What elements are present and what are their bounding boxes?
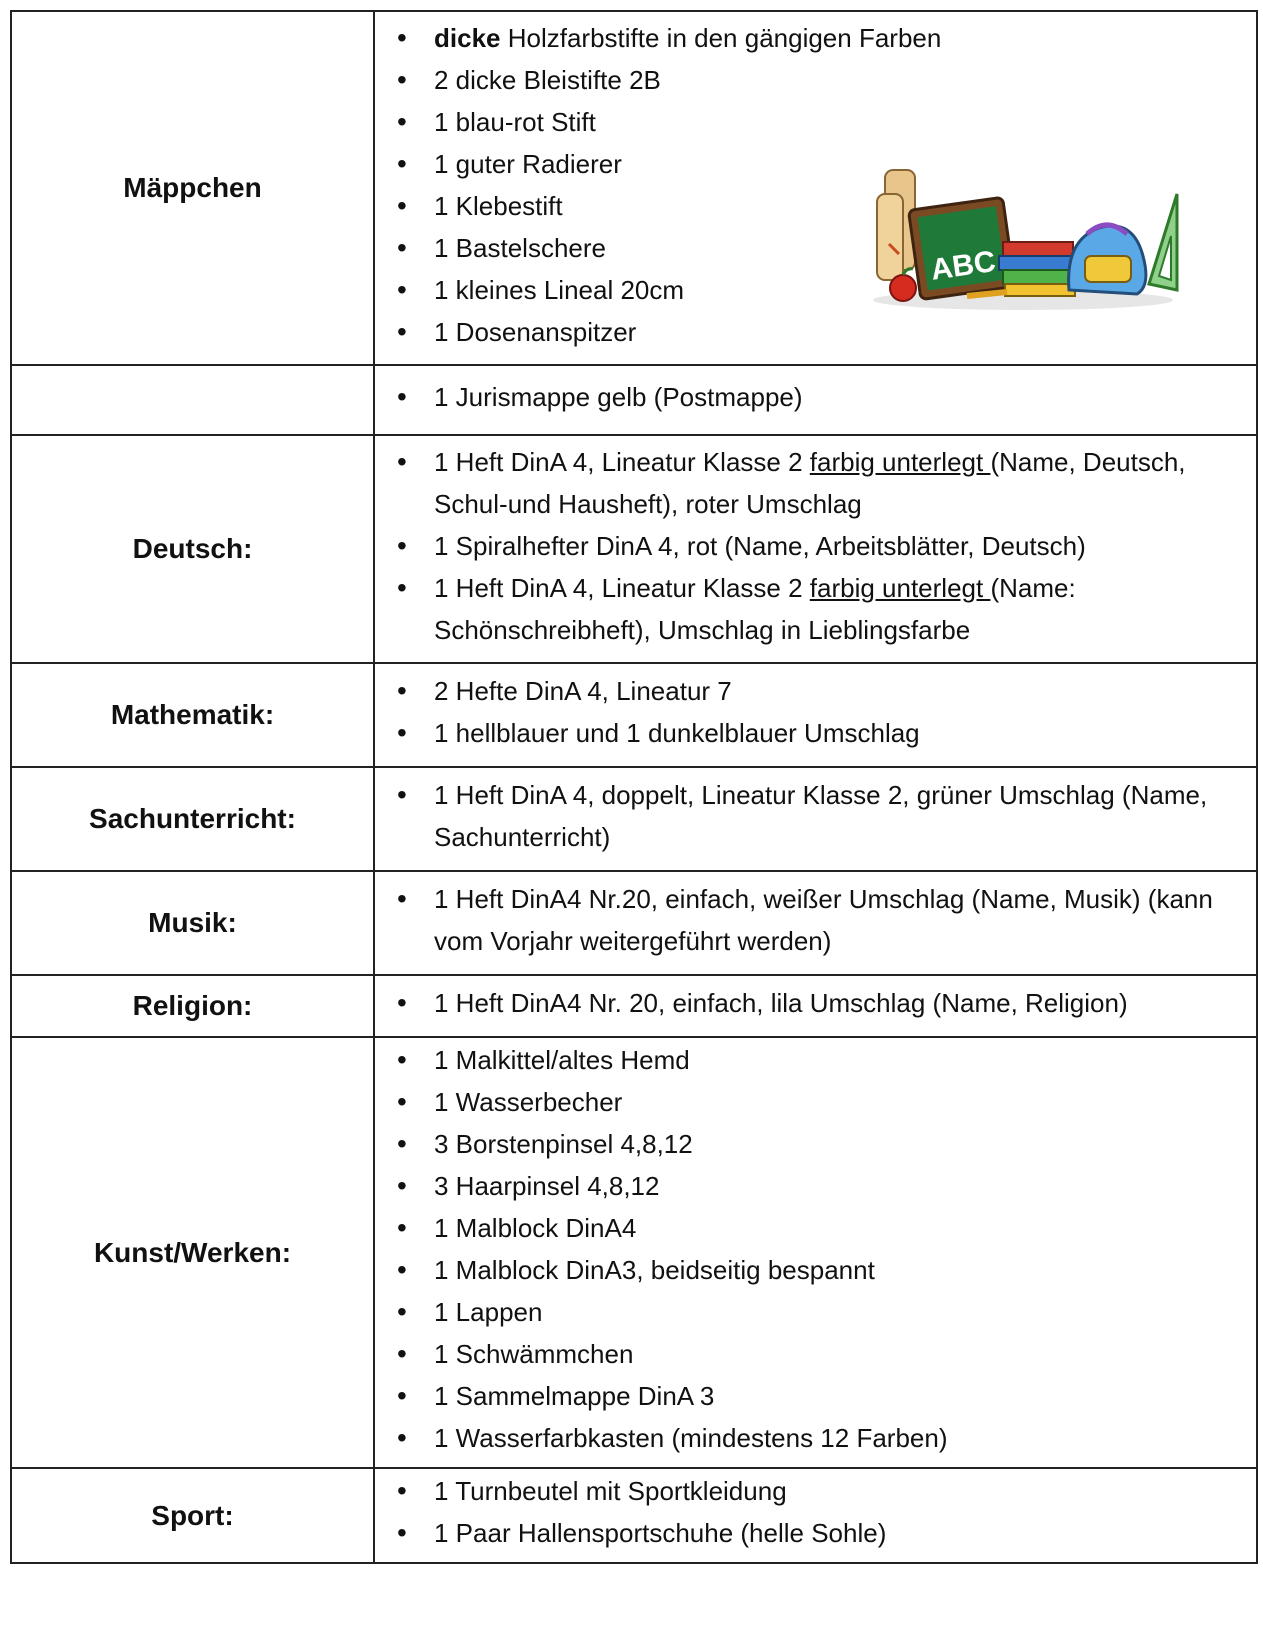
table-row bbox=[11, 1037, 1257, 1468]
list-item: • 1 Heft DinA 4, doppelt, Lineatur Klasse 2, grüner Umschlag (Name, Sachunterricht) bbox=[375, 774, 1256, 858]
supply-list-table bbox=[10, 10, 1258, 1564]
supply-items-cell bbox=[374, 435, 1257, 663]
list-item: • 1 blau-rot Stift bbox=[375, 101, 1256, 143]
list-item: • 1 Paar Hallensportschuhe (helle Sohle) bbox=[375, 1512, 1256, 1554]
list-item bbox=[375, 441, 1256, 525]
underlined-text: farbig unterlegt bbox=[809, 446, 991, 477]
list-item: • 1 Sammelmappe DinA 3 bbox=[375, 1375, 1256, 1417]
supply-items-cell bbox=[374, 975, 1257, 1037]
table-row bbox=[11, 871, 1257, 975]
list-item: • 1 Klebestift bbox=[375, 185, 1256, 227]
supply-items-cell bbox=[374, 365, 1257, 435]
list-item: • 1 Schwämmchen bbox=[375, 1333, 1256, 1375]
subject-label: Kunst/Werken: bbox=[11, 1037, 374, 1468]
list-item: • 1 Turnbeutel mit Sportkleidung bbox=[375, 1470, 1256, 1512]
list-item: • 3 Borstenpinsel 4,8,12 bbox=[375, 1123, 1256, 1165]
list-item: • 2 dicke Bleistifte 2B bbox=[375, 59, 1256, 101]
table-row bbox=[11, 435, 1257, 663]
subject-label: Sachunterricht: bbox=[11, 767, 374, 871]
subject-label: Mathematik: bbox=[11, 663, 374, 767]
list-item: • 1 Wasserfarbkasten (mindestens 12 Farben) bbox=[375, 1417, 1256, 1459]
subject-label: Religion: bbox=[11, 975, 374, 1037]
list-item: • 1 Heft DinA4 Nr. 20, einfach, lila Umschlag (Name, Religion) bbox=[375, 982, 1256, 1024]
list-item: • 1 Lappen bbox=[375, 1291, 1256, 1333]
table-row bbox=[11, 767, 1257, 871]
list-item: • 1 Spiralhefter DinA 4, rot (Name, Arbeitsblätter, Deutsch) bbox=[375, 525, 1256, 567]
supply-items-cell bbox=[374, 1037, 1257, 1468]
subject-label: Mäppchen bbox=[11, 11, 374, 365]
bullet-list bbox=[375, 877, 1256, 970]
table-row bbox=[11, 975, 1257, 1037]
supply-items-cell bbox=[374, 663, 1257, 767]
bold-text: dicke bbox=[434, 22, 501, 53]
bullet-list bbox=[375, 1469, 1256, 1562]
list-item: • 3 Haarpinsel 4,8,12 bbox=[375, 1165, 1256, 1207]
supply-items-cell bbox=[374, 767, 1257, 871]
list-item: • 1 kleines Lineal 20cm bbox=[375, 269, 1256, 311]
list-item: • 1 Wasserbecher bbox=[375, 1081, 1256, 1123]
bullet-list bbox=[375, 375, 1256, 426]
subject-label bbox=[11, 365, 374, 435]
item-text: 1 Heft DinA 4, Lineatur Klasse 2 bbox=[434, 446, 810, 477]
list-item: • 1 Bastelschere bbox=[375, 227, 1256, 269]
bullet-list bbox=[375, 1038, 1256, 1467]
supply-items-cell bbox=[374, 1468, 1257, 1563]
underlined-text: farbig unterlegt bbox=[809, 572, 991, 603]
subject-label: Sport: bbox=[11, 1468, 374, 1563]
subject-label: Deutsch: bbox=[11, 435, 374, 663]
item-text: (Name: Schönschreibheft), Umschlag in Lieblingsfarbe bbox=[434, 572, 1076, 645]
list-item bbox=[375, 17, 1256, 59]
list-item: • 1 hellblauer und 1 dunkelblauer Umschlag bbox=[375, 712, 1256, 754]
supply-items-cell bbox=[374, 11, 1257, 365]
bullet-list bbox=[375, 773, 1256, 866]
list-item: • 1 guter Radierer bbox=[375, 143, 1256, 185]
svg-text:ABC: ABC bbox=[928, 245, 998, 287]
subject-label: Musik: bbox=[11, 871, 374, 975]
item-text: Holzfarbstifte in den gängigen Farben bbox=[500, 22, 942, 53]
school-supplies-icon bbox=[863, 164, 1181, 314]
list-item: • 1 Malblock DinA3, beidseitig bespannt bbox=[375, 1249, 1256, 1291]
item-text: (Name, Deutsch, Schul-und Hausheft), roter Umschlag bbox=[434, 446, 1186, 519]
list-item: • 1 Malkittel/altes Hemd bbox=[375, 1039, 1256, 1081]
table-row bbox=[11, 365, 1257, 435]
table-row bbox=[11, 663, 1257, 767]
list-item: • 1 Jurismappe gelb (Postmappe) bbox=[375, 376, 1256, 418]
table-row bbox=[11, 11, 1257, 365]
bullet-list bbox=[375, 440, 1256, 659]
table-row bbox=[11, 1468, 1257, 1563]
list-item: • 1 Dosenanspitzer bbox=[375, 311, 1256, 353]
item-text: 1 Heft DinA 4, Lineatur Klasse 2 bbox=[434, 572, 810, 603]
bullet-list bbox=[375, 981, 1256, 1032]
supply-items-cell bbox=[374, 871, 1257, 975]
bullet-list bbox=[375, 669, 1256, 762]
list-item: • 2 Hefte DinA 4, Lineatur 7 bbox=[375, 670, 1256, 712]
list-item: • 1 Malblock DinA4 bbox=[375, 1207, 1256, 1249]
list-item: • 1 Heft DinA4 Nr.20, einfach, weißer Umschlag (Name, Musik) (kann vom Vorjahr weitergeführt werden) bbox=[375, 878, 1256, 962]
list-item bbox=[375, 567, 1256, 651]
